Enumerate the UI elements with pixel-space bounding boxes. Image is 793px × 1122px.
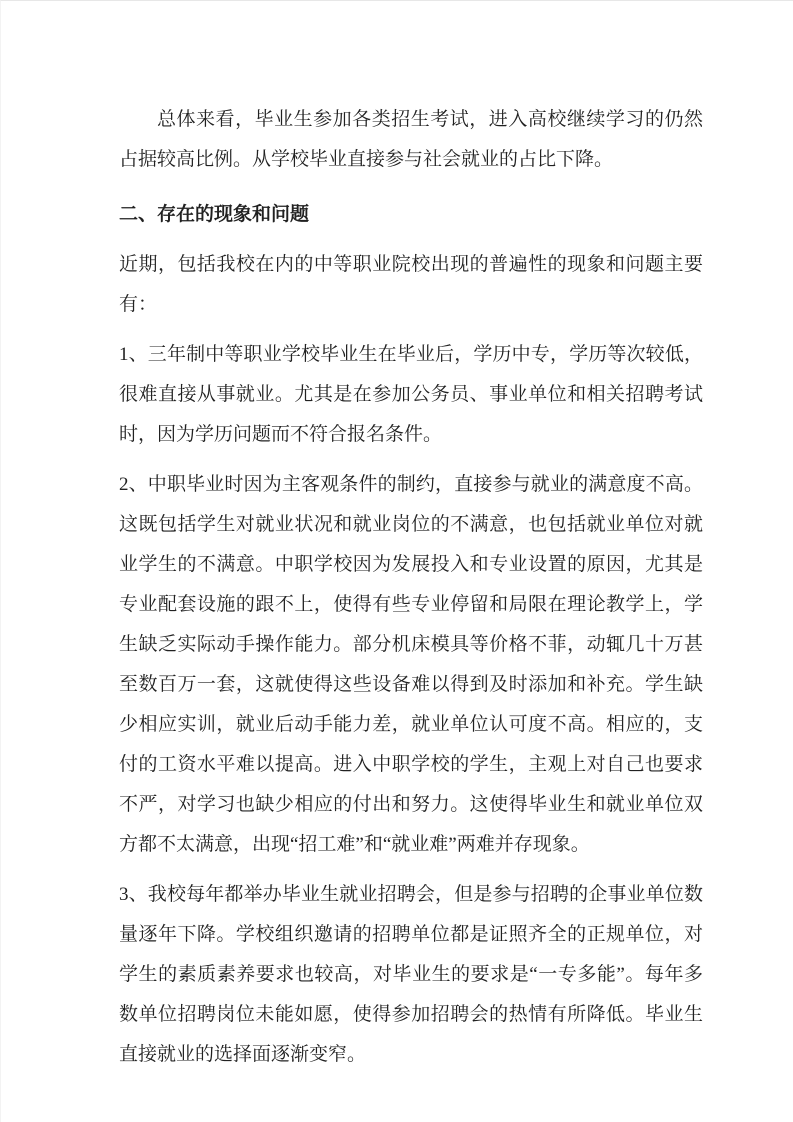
paragraph-overview: 总体来看，毕业生参加各类招生考试，进入高校继续学习的仍然占据较高比例。从学校毕业直接参与社会就业的占比下降。 [119,109,703,170]
paragraph-item-1: 1、三年制中等职业学校毕业生在毕业后，学历中专，学历等次较低，很难直接从事就业。尤其是在参加公务员、事业单位和相关招聘考试时，因为学历问题而不符合报名条件。 [119,344,703,445]
paragraph-lead-in: 近期，包括我校在内的中等职业院校出现的普遍性的现象和问题主要有： [119,254,703,315]
paragraph-item-3: 3、我校每年都举办毕业生就业招聘会，但是参与招聘的企事业单位数量逐年下降。学校组织邀请的招聘单位都是证照齐全的正规单位，对学生的素质素养要求也较高，对毕业生的要求是“一专多能”。每年多数单位招聘岗位未能如愿，使得参加招聘会的热情有所降低。毕业生直接就业的选择面逐渐变窄。 [119,884,703,1065]
section-heading: 二、存在的现象和问题 [119,204,310,225]
paragraph-item-2: 2、中职毕业时因为主客观条件的制约，直接参与就业的满意度不高。这既包括学生对就业状况和就业岗位的不满意，也包括就业单位对就业学生的不满意。中职学校因为发展投入和专业设置的原因，尤其是专业配套设施的跟不上，使得有些专业停留和局限在理论教学上，学生缺乏实际动手操作能力。部分机床模具等价格不菲，动辄几十万甚至数百万一套，这就使得这些设备难以得到及时添加和补充。学生缺少相应实训，就业后动手能力差，就业单位认可度不高。相应的，支付的工资水平难以提高。进入中职学校的学生，主观上对自己也要求不严，对学习也缺少相应的付出和努力。这使得毕业生和就业单位双方都不太满意，出现“招工难”和“就业难”两难并存现象。 [119,474,703,855]
